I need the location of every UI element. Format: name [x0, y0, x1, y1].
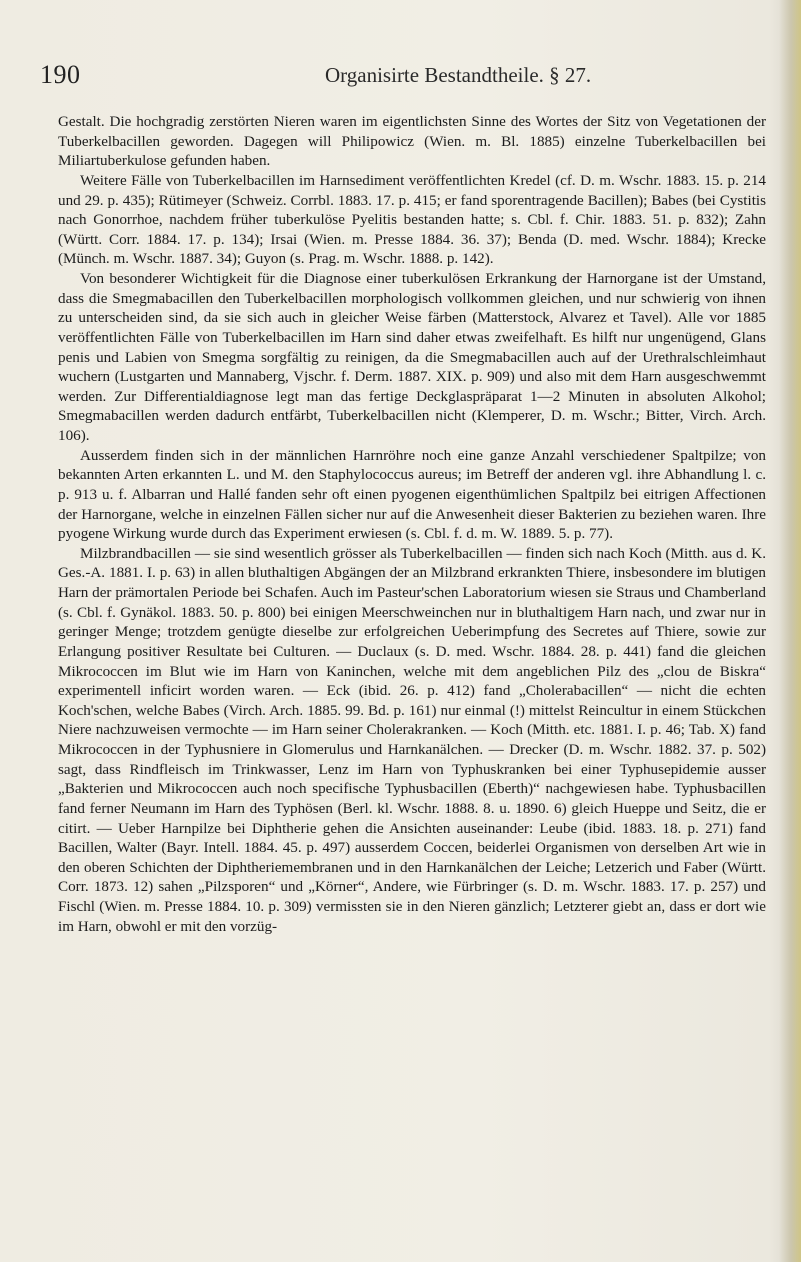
- paragraph-tuberkel-intro: Gestalt. Die hochgradig zerstörten Nieren waren im eigentlichsten Sinne des Wortes der Sitz von Vegetationen der Tuberkelbacillen geworden. Dagegen will Philipowicz (Wien. m. Bl. 1885) einzelne Tuberkelbacillen bei Miliartuberkulose gefunden haben.: [58, 113, 766, 170]
- paragraph-smegmabacillen: Von besonderer Wichtigkeit für die Diagnose einer tuberkulösen Erkrankung der Harnorgane ist der Umstand, dass die Smegmabacillen den Tuberkelbacillen morphologisch vollkommen gleichen, und nur schwierig von ihnen zu unterscheiden sind, da sie sich auch in gleicher Weise färben (Matterstock, Alvarez et Tavel). Alle vor 1885 veröffentlichten Fälle von Tuberkelbacillen im Harn sind daher etwas zweifelhaft. Es hilft nur ungenügend, Glans penis und Labien von Smegma sorgfältig zu reinigen, da die Smegmabacillen auch auf der Urethralschleimhaut wuchern (Lustgarten und Mannaberg, Vjschr. f. Derm. 1887. XIX. p. 909) und also mit dem Harn ausgeschwemmt werden. Zur Differentialdiagnose legt man das fertige Deckglaspräparat 1—2 Minuten in absoluten Alkohol; Smegmabacillen werden dadurch entfärbt, Tuberkelbacillen nicht (Klemperer, D. m. Wschr.; Bitter, Virch. Arch. 106).: [58, 270, 766, 444]
- body-text: [58, 112, 766, 936]
- running-title: Organisirte Bestandtheile. § 27.: [325, 63, 592, 87]
- page-number: 190: [40, 60, 81, 89]
- page-header: [40, 60, 770, 90]
- paragraph-tuberkel-cases: Weitere Fälle von Tuberkelbacillen im Harnsediment veröffentlichten Kredel (cf. D. m. Wschr. 1883. 15. p. 214 und 29. p. 435); Rütimeyer (Schweiz. Corrbl. 1883. 17. p. 415; er fand sporentragende Bacillen); Babes (bei Cystitis nach Gonorrhoe, nachdem früher tuberkulöse Pyelitis bestanden hatte; s. Cbl. f. Chir. 1883. 51. p. 832); Zahn (Württ. Corr. 1884. 17. p. 134); Irsai (Wien. m. Presse 1884. 36. 37); Benda (D. med. Wschr. 1884); Krecke (Münch. m. Wschr. 1887. 34); Guyon (s. Prag. m. Wschr. 1888. p. 142).: [58, 171, 766, 268]
- paragraph-harnroehre-spaltpilze: Ausserdem finden sich in der männlichen Harnröhre noch eine ganze Anzahl verschiedener Spaltpilze; von bekannten Arten erkannten L. und M. den Staphylococcus aureus; im Betreff der anderen vgl. ihre Abhandlung l. c. p. 913 u. f. Albarran und Hallé fanden sehr oft einen pyogenen eigenthümlichen Spaltpilz bei eitrigen Affectionen der Harnorgane, welche in einzelnen Fällen sicher nur auf die Anwesenheit dieser Bakterien zu beziehen waren. Ihre pyogene Wirkung wurde durch das Experiment erwiesen (s. Cbl. f. d. m. W. 1889. 5. p. 77).: [58, 446, 766, 543]
- page-edge-shadow: [779, 0, 801, 1262]
- paragraph-milzbrandbacillen: Milzbrandbacillen — sie sind wesentlich grösser als Tuberkelbacillen — finden sich nach Koch (Mitth. aus d. K. Ges.-A. 1881. I. p. 63) in allen bluthaltigen Abgängen der an Milzbrand erkrankten Thiere, insbesondere im blutigen Harn der prämortalen Periode bei Schafen. Auch im Pasteur'schen Laboratorium wiesen sie Straus und Chamberland (s. Cbl. f. Gynäkol. 1883. 50. p. 800) bei einigen Meerschweinchen nur in bluthaltigem Harn nach, und zwar nur in geringer Menge; trotzdem genügte dieselbe zur erfolgreichen Ueberimpfung des Secretes auf Thiere, sowie zur Erlangung positiver Resultate bei Culturen. — Duclaux (s. D. med. Wschr. 1884. 28. p. 441) fand die gleichen Mikrococcen im Blut wie im Harn von Kaninchen, welche mit dem angeblichen Pilz des „clou de Biskra“ experimentell inficirt worden waren. — Eck (ibid. 26. p. 412) fand „Cholerabacillen“ — nicht die echten Koch'schen, welche Babes (Virch. Arch. 1885. 99. Bd. p. 161) nur einmal (!) mittelst Reincultur in einem Stückchen Niere nachzuweisen vermochte — im Harn seiner Cholerakranken. — Koch (Mitth. etc. 1881. I. p. 46; Tab. X) fand Mikrococcen in der Typhusniere in Glomerulus und Harnkanälchen. — Drecker (D. m. Wschr. 1882. 37. p. 502) sagt, dass Rindfleisch im Trinkwasser, Lenz im Harn von Typhuskranken bei einer Typhusepidemie ausser „Bakterien und Mikrococcen auch noch specifische Typhusbacillen (Eberth)“ nachgewiesen habe. Typhusbacillen fand ferner Neumann im Harn des Typhösen (Berl. kl. Wschr. 1888. 8. u. 1890. 6) gleich Hueppe und Seitz, die er citirt. — Ueber Harnpilze bei Diphtherie gehen die Ansichten auseinander: Leube (ibid. 1883. 18. p. 271) fand Bacillen, Walter (Bayr. Intell. 1884. 45. p. 497) ausserdem Coccen, beiderlei Organismen von derselben Art wie in den oberen Schichten der Diphtheriemembranen und in den Harnkanälchen der Leiche; Letzerich und Faber (Württ. Corr. 1873. 12) sahen „Pilzsporen“ und „Körner“, Andere, wie Fürbringer (s. D. m. Wschr. 1883. 17. p. 257) und Fischl (Wien. m. Presse 1884. 10. p. 309) vermissten sie in den Nieren gänzlich; Letzterer giebt an, dass er dort wie im Harn, obwohl er mit den vorzüg-: [58, 544, 766, 935]
